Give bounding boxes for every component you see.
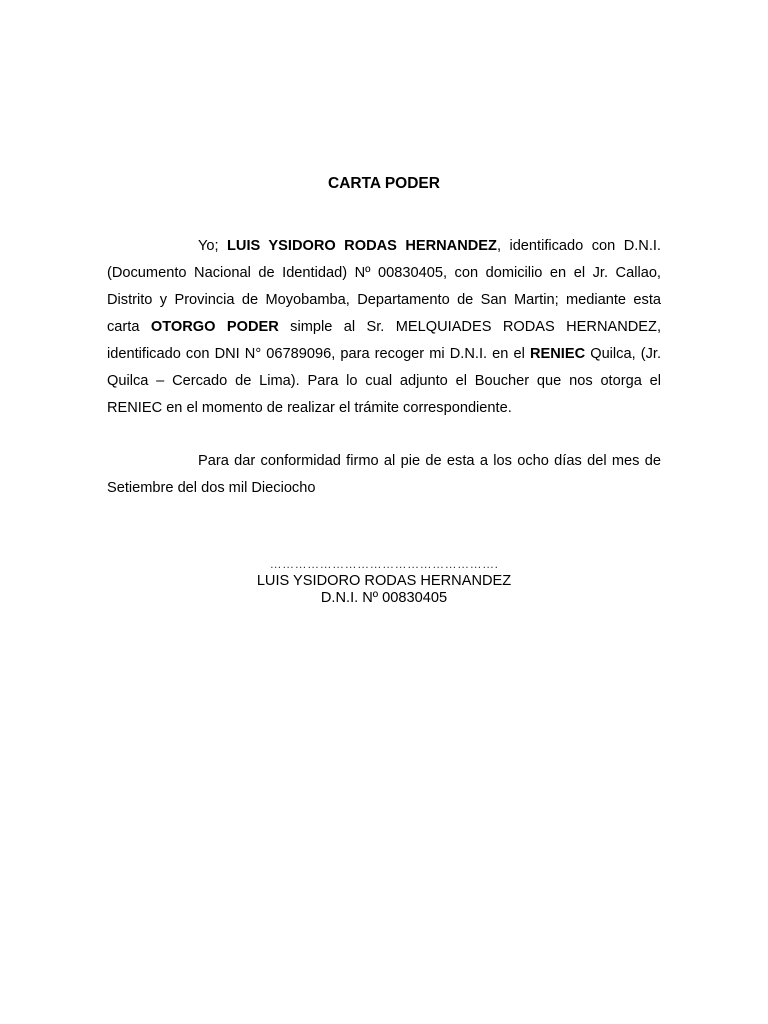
paragraph-text: simple al Sr. MELQUIADES RODAS HERNANDEZ, identificado con DNI N° 06789096, para recoger mi D.N.I. en el [107, 319, 661, 362]
paragraph-text: Quilca, (Jr. Quilca – Cercado de Lima). Para lo cual adjunto el Boucher que nos otorga el RENIEC en el momento de realizar el trámite correspondiente. [107, 346, 662, 416]
paragraph-text: Yo; [198, 238, 228, 254]
signature-line: ………………………………………………. [269, 557, 499, 571]
grant-phrase: OTORGO PODER [150, 319, 279, 335]
signer-name: LUIS YSIDORO RODAS HERNANDEZ [256, 573, 512, 589]
signer-dni: D.N.I. Nº 00830405 [320, 590, 448, 606]
agency-name: RENIEC [529, 346, 586, 362]
document-title: CARTA PODER [328, 175, 440, 192]
paragraph-text: Para dar conformidad firmo al pie de esta a los ocho días del mes de Setiembre del dos mil Dieciocho [107, 453, 661, 496]
body-paragraph-2 [107, 448, 661, 502]
paragraph-text: , identificado con D.N.I. (Documento Nacional de Identidad) Nº 00830405, con domicilio en el Jr. Callao, Distrito y Provincia de Moyobamba, Departamento de San Martin; mediante esta carta [107, 238, 661, 335]
grantor-name: LUIS YSIDORO RODAS HERNANDEZ [227, 238, 497, 254]
body-paragraph-1 [107, 233, 661, 422]
